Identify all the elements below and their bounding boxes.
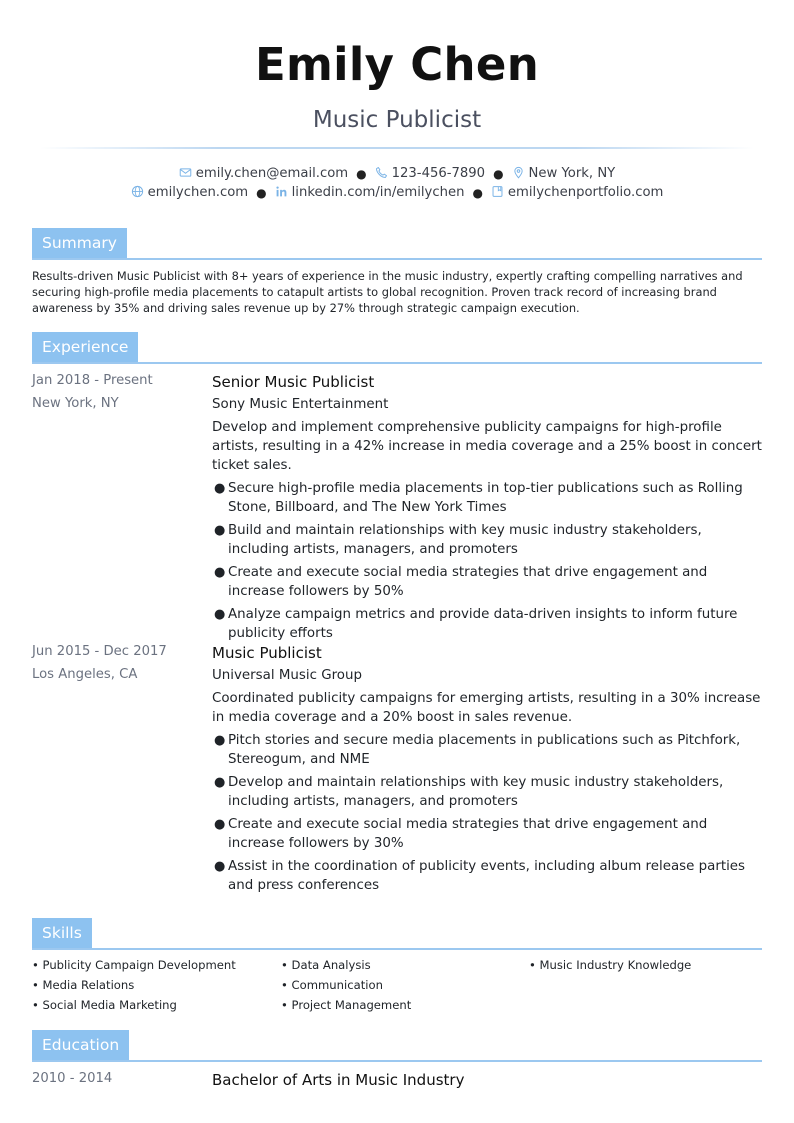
section-label: Experience xyxy=(32,332,138,362)
contact-website[interactable] xyxy=(131,185,249,200)
contact-row-1 xyxy=(0,166,794,182)
candidate-name: Emily Chen xyxy=(254,38,540,91)
job-role: Music Publicist xyxy=(212,644,322,662)
contact-phone[interactable] xyxy=(375,166,485,181)
contact-email[interactable] xyxy=(179,166,348,181)
bullet-icon: ● xyxy=(214,733,226,748)
skills-column xyxy=(529,957,691,977)
education-date: 2010 - 2014 xyxy=(32,1071,113,1086)
portfolio-icon xyxy=(491,185,504,198)
contact-row-2 xyxy=(0,185,794,201)
website-text: emilychen.com xyxy=(147,185,249,200)
separator-dot: ● xyxy=(256,185,267,200)
linkedin-text: linkedin.com/in/emilychen xyxy=(291,185,465,200)
summary-section-header xyxy=(32,228,762,260)
section-label: Education xyxy=(32,1030,129,1060)
job-company: Universal Music Group xyxy=(212,668,362,683)
email-text: emily.chen@email.com xyxy=(195,166,349,181)
section-rule xyxy=(32,948,762,950)
bullet-icon: ● xyxy=(214,523,226,538)
list-item: • Communication xyxy=(281,978,383,992)
location-text: New York, NY xyxy=(528,166,616,181)
summary-text: Results-driven Music Publicist with 8+ years of experience in the music industry, expertly crafting compelling narratives and securing high-profile media placements to catapult artists to global recognition. Proven track record of increasing brand awareness by 35% and driving sales revenue up by 27% through strategic campaign execution. xyxy=(32,269,743,315)
list-item: ● Create and execute social media strategies that drive engagement and increase followers by 50% xyxy=(214,565,708,599)
phone-icon xyxy=(375,166,388,179)
job-details xyxy=(212,373,764,647)
list-item: • Publicity Campaign Development xyxy=(32,958,236,972)
job-date: Jan 2018 - Present xyxy=(32,373,153,388)
job-date: Jun 2015 - Dec 2017 xyxy=(32,644,167,659)
contact-portfolio[interactable] xyxy=(491,185,663,200)
portfolio-text: emilychenportfolio.com xyxy=(507,185,664,200)
job-description: Coordinated publicity campaigns for emerging artists, resulting in a 30% increase in media coverage and a 20% boost in sales revenue. xyxy=(212,691,761,725)
job-role: Senior Music Publicist xyxy=(212,373,375,391)
job-location: New York, NY xyxy=(32,396,119,411)
mail-icon xyxy=(179,166,192,179)
section-label: Summary xyxy=(32,228,127,258)
list-item: • Media Relations xyxy=(32,978,135,992)
bullet-icon: ● xyxy=(214,565,226,580)
list-item: • Project Management xyxy=(281,998,412,1012)
globe-icon xyxy=(131,185,144,198)
job-title: Music Publicist xyxy=(312,107,482,133)
job-bullets xyxy=(212,479,764,643)
section-rule xyxy=(32,258,762,260)
list-item: ● Create and execute social media strategies that drive engagement and increase followers by 30% xyxy=(214,817,708,851)
skills-column xyxy=(281,957,411,1017)
section-rule xyxy=(32,1060,762,1062)
education-section-header xyxy=(32,1030,762,1062)
linkedin-icon xyxy=(275,185,288,198)
list-item: ● Assist in the coordination of publicity events, including album release parties and press conferences xyxy=(214,859,746,893)
list-item: ● Analyze campaign metrics and provide data-driven insights to inform future publicity efforts xyxy=(214,607,738,641)
bullet-icon: ● xyxy=(214,607,226,622)
list-item: ● Build and maintain relationships with key music industry stakeholders, including artists, managers, and promoters xyxy=(214,523,702,557)
separator-dot: ● xyxy=(472,185,483,200)
section-rule xyxy=(32,362,762,364)
job-details xyxy=(212,644,764,899)
education-degree: Bachelor of Arts in Music Industry xyxy=(212,1071,465,1089)
section-label: Skills xyxy=(32,918,92,948)
experience-section-header xyxy=(32,332,762,364)
list-item: • Social Media Marketing xyxy=(32,998,177,1012)
contact-location xyxy=(512,166,616,181)
skills-section-header xyxy=(32,918,762,950)
bullet-icon: ● xyxy=(214,481,226,496)
bullet-icon: ● xyxy=(214,775,226,790)
location-pin-icon xyxy=(512,166,525,179)
job-company: Sony Music Entertainment xyxy=(212,397,389,412)
job-bullets xyxy=(212,731,764,895)
list-item: ● Develop and maintain relationships with key music industry stakeholders, including artists, managers, and promoters xyxy=(214,775,724,809)
header-divider xyxy=(40,147,754,149)
list-item: • Data Analysis xyxy=(281,958,371,972)
skills-column xyxy=(32,957,236,1017)
separator-dot: ● xyxy=(356,166,367,181)
bullet-icon: ● xyxy=(214,859,226,874)
contact-linkedin[interactable] xyxy=(275,185,465,200)
list-item: • Music Industry Knowledge xyxy=(529,958,692,972)
list-item: ● Secure high-profile media placements in top-tier publications such as Rolling Stone, Billboard, and The New York Times xyxy=(214,481,743,515)
list-item: ● Pitch stories and secure media placements in publications such as Pitchfork, Stereogum, and NME xyxy=(214,733,741,767)
job-location: Los Angeles, CA xyxy=(32,667,138,682)
separator-dot: ● xyxy=(493,166,504,181)
bullet-icon: ● xyxy=(214,817,226,832)
phone-text: 123-456-7890 xyxy=(391,166,486,181)
job-description: Develop and implement comprehensive publicity campaigns for high-profile artists, resulting in a 42% increase in media coverage and a 25% boost in concert ticket sales. xyxy=(212,420,762,473)
